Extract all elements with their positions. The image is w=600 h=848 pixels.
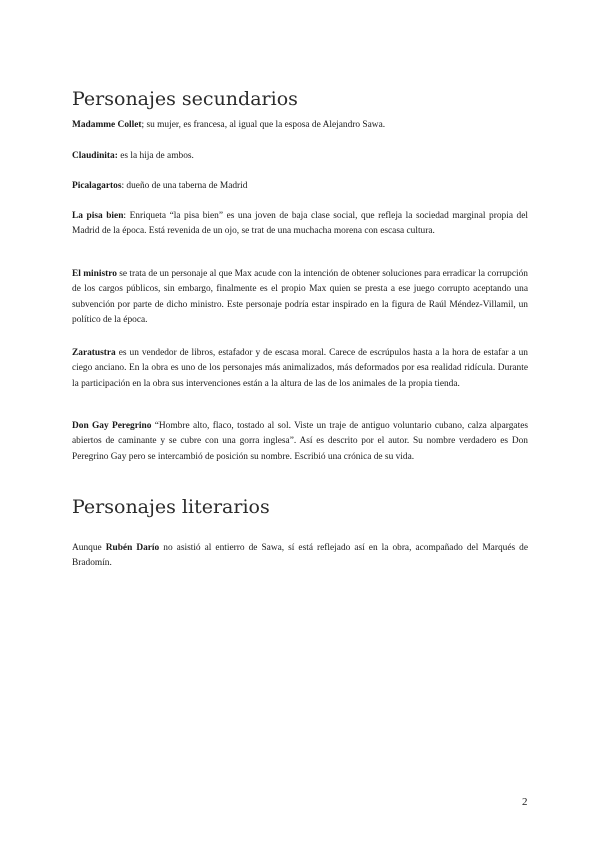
entry-text: se trata de un personaje al que Max acude con la intención de obtener soluciones para erradicar la corrupción de los cargos públicos, sin embargo, finalmente es el propio Max quien se presta a ese juego corrupto aceptando una subvención por parte de dicho ministro. Este personaje podría estar inspirado en la figura de Raúl Méndez-Villamil, un político de la época. [72, 269, 528, 325]
entry-text: ; su mujer, es francesa, al igual que la esposa de Alejandro Sawa. [141, 120, 386, 130]
entry-name: Zaratustra [72, 348, 116, 358]
entry-name: Picalagartos [72, 181, 122, 191]
entry-claudinita [72, 149, 528, 164]
page-number: 2 [522, 796, 528, 808]
entry-text: : dueño de una taberna de Madrid [121, 181, 248, 191]
entry-la-pisa-bien [72, 209, 528, 240]
entry-madamme-collet [72, 118, 528, 133]
section-heading-literarios: Personajes literarios [72, 496, 270, 518]
entry-name: La pisa bien [72, 211, 124, 221]
entry-zaratustra [72, 346, 528, 392]
entry-name: Claudinita: [72, 151, 118, 161]
entry-text: “Hombre alto, flaco, tostado al sol. Viste un traje de antiguo voluntario cubano, calza alpargates abiertos de caminante y se cubre con una gorra inglesa”. Así es descrito por el autor. Su nombre verdadero es Don Peregrino Gay pero se intercambió de posición su nombre. Escribió una crónica de su vida. [72, 421, 529, 462]
entry-text: es la hija de ambos. [117, 151, 194, 161]
entry-name: Rubén Darío [105, 543, 160, 553]
entry-el-ministro [72, 267, 528, 328]
entry-picalagartos [72, 179, 528, 194]
paragraph-text-after: no asistió al entierro de Sawa, sí está reflejado así en la obra, acompañado del Marqués de Bradomín. [72, 543, 529, 569]
paragraph-ruben-dario [72, 541, 528, 572]
entry-name: Don Gay Peregrino [72, 421, 152, 431]
section-heading-secundarios: Personajes secundarios [72, 88, 298, 110]
entry-don-gay-peregrino [72, 419, 528, 465]
paragraph-text-before: Aunque [72, 543, 106, 553]
entry-text: es un vendedor de libros, estafador y de escasa moral. Carece de escrúpulos hasta a la hora de estafar a un ciego anciano. En la obra es uno de los personajes más animalizados, más deformados por esa realidad ridícula. Durante la participación en la obra sus intervenciones están a la altura de las de los animales de la propia tienda. [72, 348, 528, 389]
entry-name: El ministro [72, 269, 117, 279]
entry-text: : Enriqueta “la pisa bien” es una joven de baja clase social, que refleja la sociedad marginal propia del Madrid de la época. Está revenida de un ojo, se trat de una muchacha morena con escasa cultura. [72, 211, 528, 237]
entry-name: Madamme Collet [72, 120, 142, 130]
